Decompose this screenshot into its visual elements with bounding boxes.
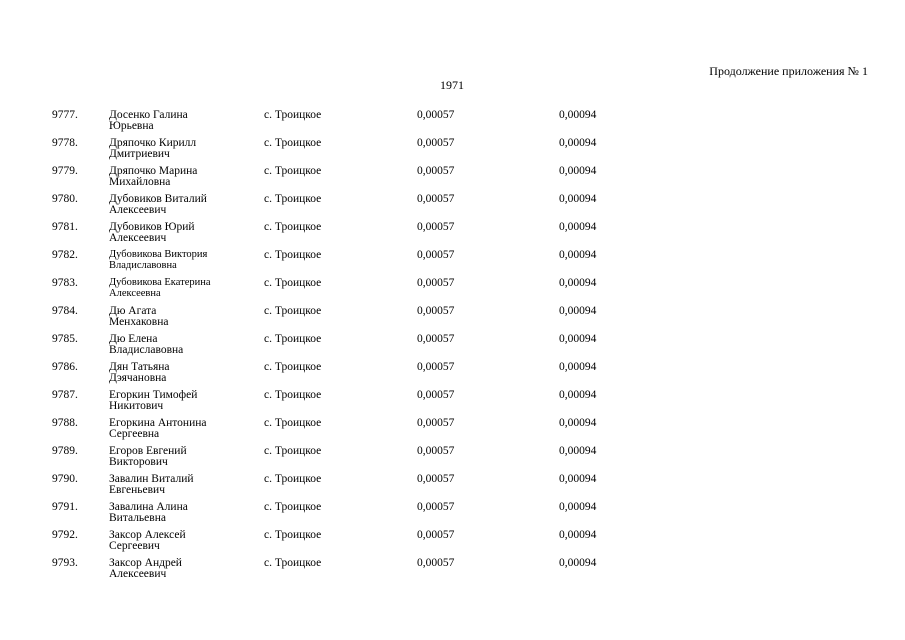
location: с. Троицкое [264, 305, 322, 317]
table-row [0, 222, 905, 250]
location: с. Троицкое [264, 417, 322, 429]
share-value-2: 0,00094 [559, 249, 597, 261]
row-number: 9790. [52, 473, 78, 485]
row-number: 9792. [52, 529, 78, 541]
table-row [0, 390, 905, 418]
share-value-1: 0,00057 [417, 109, 455, 121]
share-value-1: 0,00057 [417, 193, 455, 205]
location: с. Троицкое [264, 333, 322, 345]
table-row [0, 110, 905, 138]
table-row [0, 530, 905, 558]
location: с. Троицкое [264, 109, 322, 121]
owner-name: Егоркина Антонина Сергеевна [109, 417, 207, 440]
row-number: 9783. [52, 277, 78, 289]
owner-name: Дян Татьяна Дэячановна [109, 361, 170, 384]
row-number: 9788. [52, 417, 78, 429]
table-row [0, 474, 905, 502]
share-value-1: 0,00057 [417, 501, 455, 513]
owner-name: Дряпочко Кирилл Дмитриевич [109, 137, 197, 160]
location: с. Троицкое [264, 193, 322, 205]
share-value-2: 0,00094 [559, 501, 597, 513]
table-row [0, 502, 905, 530]
share-value-2: 0,00094 [559, 221, 597, 233]
share-value-2: 0,00094 [559, 137, 597, 149]
share-value-1: 0,00057 [417, 137, 455, 149]
row-number: 9782. [52, 249, 78, 261]
location: с. Троицкое [264, 501, 322, 513]
share-value-2: 0,00094 [559, 417, 597, 429]
share-value-2: 0,00094 [559, 529, 597, 541]
table-row [0, 334, 905, 362]
table-row [0, 558, 905, 586]
share-value-2: 0,00094 [559, 445, 597, 457]
share-value-1: 0,00057 [417, 417, 455, 429]
owner-name: Дубовикова Виктория Владиславовна [109, 249, 208, 271]
location: с. Троицкое [264, 137, 322, 149]
row-number: 9785. [52, 333, 78, 345]
share-value-1: 0,00057 [417, 389, 455, 401]
row-number: 9789. [52, 445, 78, 457]
owner-name: Егоркин Тимофей Никитович [109, 389, 198, 412]
share-value-2: 0,00094 [559, 109, 597, 121]
table-row [0, 250, 905, 278]
row-number: 9784. [52, 305, 78, 317]
table-row [0, 194, 905, 222]
share-value-1: 0,00057 [417, 557, 455, 569]
share-value-1: 0,00057 [417, 361, 455, 373]
owner-name: Завалин Виталий Евгеньевич [109, 473, 194, 496]
table-row [0, 418, 905, 446]
share-value-1: 0,00057 [417, 529, 455, 541]
share-value-2: 0,00094 [559, 389, 597, 401]
page-number: 1971 [440, 78, 464, 92]
appendix-continuation-note: Продолжение приложения № 1 [709, 64, 868, 78]
owner-name: Егоров Евгений Викторович [109, 445, 187, 468]
owner-name: Дубовиков Юрий Алексеевич [109, 221, 195, 244]
share-value-1: 0,00057 [417, 473, 455, 485]
share-value-1: 0,00057 [417, 277, 455, 289]
table-row [0, 306, 905, 334]
row-number: 9781. [52, 221, 78, 233]
share-value-1: 0,00057 [417, 333, 455, 345]
table-row [0, 138, 905, 166]
location: с. Троицкое [264, 165, 322, 177]
owner-name: Заксор Алексей Сергеевич [109, 529, 186, 552]
share-value-2: 0,00094 [559, 557, 597, 569]
share-value-1: 0,00057 [417, 221, 455, 233]
share-value-1: 0,00057 [417, 249, 455, 261]
share-value-2: 0,00094 [559, 193, 597, 205]
location: с. Троицкое [264, 557, 322, 569]
location: с. Троицкое [264, 389, 322, 401]
owner-name: Дубовикова Екатерина Алексеевна [109, 277, 211, 299]
location: с. Троицкое [264, 445, 322, 457]
location: с. Троицкое [264, 249, 322, 261]
row-number: 9786. [52, 361, 78, 373]
share-value-1: 0,00057 [417, 445, 455, 457]
row-number: 9777. [52, 109, 78, 121]
location: с. Троицкое [264, 221, 322, 233]
owner-name: Дю Агата Менхаковна [109, 305, 169, 328]
location: с. Троицкое [264, 529, 322, 541]
share-value-2: 0,00094 [559, 165, 597, 177]
owner-name: Завалина Алина Витальевна [109, 501, 188, 524]
row-number: 9780. [52, 193, 78, 205]
row-number: 9791. [52, 501, 78, 513]
share-value-2: 0,00094 [559, 305, 597, 317]
share-value-1: 0,00057 [417, 165, 455, 177]
owner-name: Досенко Галина Юрьевна [109, 109, 188, 132]
table-row [0, 278, 905, 306]
row-number: 9778. [52, 137, 78, 149]
share-value-2: 0,00094 [559, 473, 597, 485]
owner-name: Дубовиков Виталий Алексеевич [109, 193, 207, 216]
location: с. Троицкое [264, 277, 322, 289]
table-row [0, 362, 905, 390]
share-value-2: 0,00094 [559, 333, 597, 345]
owners-table [0, 110, 905, 586]
share-value-1: 0,00057 [417, 305, 455, 317]
share-value-2: 0,00094 [559, 361, 597, 373]
table-row [0, 446, 905, 474]
location: с. Троицкое [264, 361, 322, 373]
row-number: 9787. [52, 389, 78, 401]
row-number: 9779. [52, 165, 78, 177]
owner-name: Дю Елена Владиславовна [109, 333, 184, 356]
row-number: 9793. [52, 557, 78, 569]
owner-name: Заксор Андрей Алексеевич [109, 557, 182, 580]
location: с. Троицкое [264, 473, 322, 485]
table-row [0, 166, 905, 194]
owner-name: Дряпочко Марина Михайловна [109, 165, 198, 188]
share-value-2: 0,00094 [559, 277, 597, 289]
